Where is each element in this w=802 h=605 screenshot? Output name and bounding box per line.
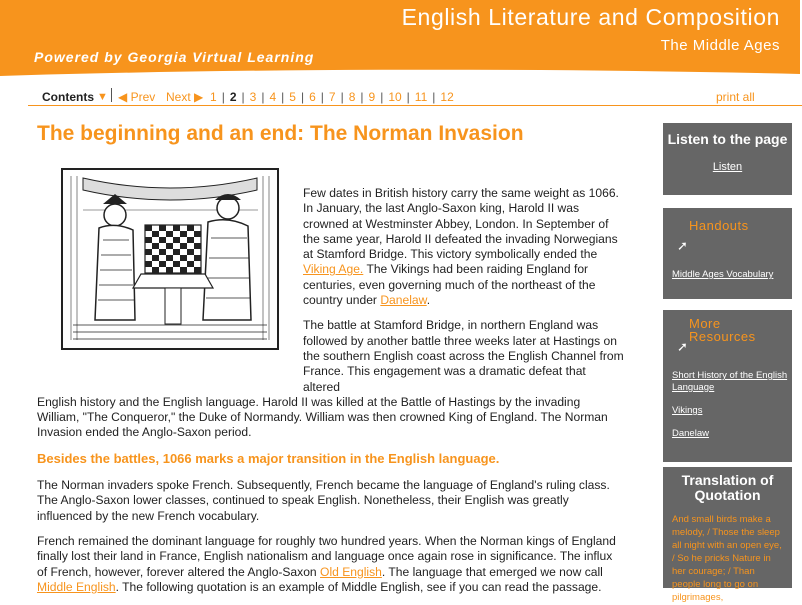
page-separator: | xyxy=(320,90,324,104)
middle-ages-vocabulary-link[interactable]: Middle Ages Vocabulary xyxy=(672,269,774,280)
page-link-11[interactable]: 11 xyxy=(414,90,428,104)
article-body xyxy=(37,186,625,605)
page-link-10[interactable]: 10 xyxy=(388,90,402,104)
page-link-3[interactable]: 3 xyxy=(249,90,257,104)
site-header xyxy=(0,0,800,76)
site-tagline: Powered by Georgia Virtual Learning xyxy=(34,49,315,65)
old-english-link[interactable]: Old English xyxy=(320,564,382,579)
paragraph-text: The Vikings had been raiding England for centuries, even governing much of the northeast of the country under xyxy=(303,262,596,308)
site-title: English Literature and Composition xyxy=(401,4,780,30)
more-resources-box xyxy=(663,310,792,462)
site-subtitle: The Middle Ages xyxy=(660,37,780,54)
page-link-1[interactable]: 1 xyxy=(210,90,217,104)
short-history-link[interactable]: Short History of the English Language xyxy=(672,370,788,393)
page-link-7[interactable]: 7 xyxy=(328,90,336,104)
section-subheading: Besides the battles, 1066 marks a major transition in the English language. xyxy=(37,450,500,466)
middle-english-link[interactable]: Middle English xyxy=(37,579,116,594)
page-link-4[interactable]: 4 xyxy=(269,90,277,104)
chevron-down-icon[interactable]: ▼ xyxy=(97,91,108,103)
listen-box xyxy=(663,123,792,195)
page-separator: | xyxy=(380,90,384,104)
listen-link[interactable]: Listen xyxy=(712,161,743,173)
page-link-5[interactable]: 5 xyxy=(289,90,296,104)
paragraph-text: . The following quotation is an example of Middle English, see if you can read the passage. xyxy=(115,579,602,594)
paragraph-4 xyxy=(37,534,625,595)
contents-menu[interactable]: Contents xyxy=(42,90,94,104)
handouts-title: Handouts xyxy=(689,218,749,233)
page-link-8[interactable]: 8 xyxy=(348,90,356,104)
header-curve xyxy=(0,68,800,76)
danelaw-link[interactable]: Danelaw xyxy=(380,293,427,308)
prev-link[interactable]: ◀ Prev xyxy=(118,90,156,104)
page-separator: | xyxy=(300,90,305,104)
page-link-12[interactable]: 12 xyxy=(440,90,454,104)
translation-title: Translation of Quotation xyxy=(681,472,774,503)
page-nav xyxy=(0,82,800,106)
nav-divider xyxy=(111,88,112,102)
page-link-6[interactable]: 6 xyxy=(309,90,316,104)
translation-box xyxy=(663,467,792,603)
page-separator: | xyxy=(221,90,225,104)
nav-divider-line xyxy=(28,105,802,106)
paragraph-3: The Norman invaders spoke French. Subsequently, French became the language of England's ruling class. The Anglo-Saxon lower classes, continued to speak English. Nonetheless, their English was greatly influenced by the new French vocabulary. xyxy=(37,478,610,523)
paragraph-text: English history and the English language. Harold II was killed at the Battle of Hastings by the invading William, "The Conqueror," the Duke of Normandy. William was then crowned King of England. The Norman Invasion ended the Anglo-Saxon period. xyxy=(37,394,608,440)
page-separator: | xyxy=(281,90,285,104)
paragraph-text: French remained the dominant language for roughly two hundred years. When the Norman kings of England finally lost their land in France, English nationalism and language once again rose in significance. The influx of French, however, forever altered the Anglo-Saxon xyxy=(37,533,616,579)
viking-age-link[interactable]: Viking Age. xyxy=(303,262,364,277)
paragraph-2 xyxy=(37,318,625,440)
page-title: The beginning and an end: The Norman Invasion xyxy=(37,122,524,145)
page-numbers xyxy=(205,90,459,104)
page-separator: | xyxy=(261,90,265,104)
print-all-link[interactable]: print all xyxy=(716,90,755,104)
handouts-box xyxy=(663,208,792,299)
cursor-arrow-icon: ➚ xyxy=(677,238,688,253)
translation-text: And small birds make a melody, / Those the sleep all night with an open eye, / So he pricks Nature in her courage; / Than people long to go on pilgrimages, xyxy=(672,514,782,603)
paragraph-1 xyxy=(37,186,625,308)
cursor-arrow-icon: ➚ xyxy=(677,339,688,354)
paragraph-text: Few dates in British history carry the same weight as 1066. In January, the last Anglo-Saxon king, Harold II was crowned at Westminster Abbey, London. In September of the same year, Harold II defeated the invading Norwegians at Stamford Bridge. This victory symbolically ended the xyxy=(303,186,619,262)
paragraph-text: . The language that emerged we now call xyxy=(381,564,603,579)
page-separator: | xyxy=(432,90,436,104)
page-separator: | xyxy=(340,90,344,104)
page-separator: | xyxy=(360,90,364,104)
paragraph-text: The battle at Stamford Bridge, in northern England was followed by another battle three weeks later at Hastings on the southern English coast across the English Channel from France. This engagement was a dramatic defeat that altered xyxy=(303,318,624,394)
listen-title: Listen to the page xyxy=(667,131,788,147)
page-separator: | xyxy=(406,90,410,104)
page-link-9[interactable]: 9 xyxy=(368,90,376,104)
vikings-link[interactable]: Vikings xyxy=(672,405,703,416)
danelaw-resource-link[interactable]: Danelaw xyxy=(672,428,709,439)
next-link[interactable]: Next ▶ xyxy=(166,90,204,104)
paragraph-text: . xyxy=(426,293,431,308)
page-separator: | xyxy=(241,90,245,104)
page-link-2[interactable]: 2 xyxy=(229,90,237,104)
more-resources-title: More Resources xyxy=(689,316,756,344)
